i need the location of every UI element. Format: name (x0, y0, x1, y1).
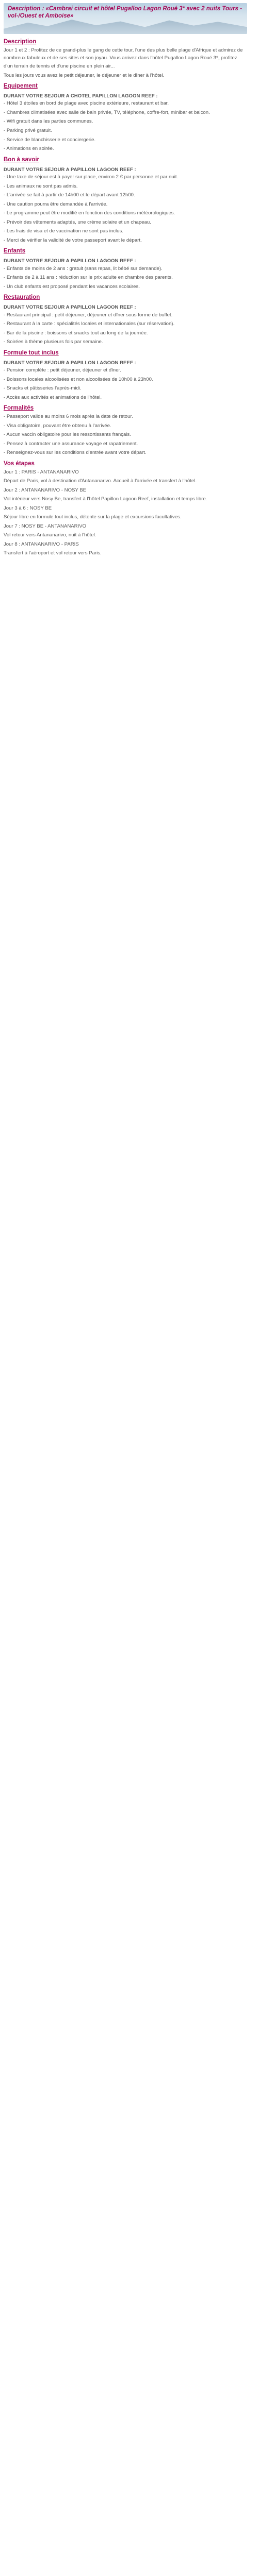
paragraph: Départ de Paris, vol à destination d'Antananarivo. Accueil à l'arrivée et transfert à l'hôtel. (4, 478, 197, 484)
section-equipement (4, 82, 247, 153)
paragraph: - Le programme peut être modifié en fonction des conditions météorologiques. (4, 210, 175, 216)
paragraph: - Service de blanchisserie et conciergerie. (4, 137, 96, 143)
section-formule (4, 349, 247, 401)
header-banner (4, 3, 247, 34)
paragraph: Jour 1 et 2 : Profitez de ce grand-plus le gang de cette tour, l'une des plus belle plage d'Afrique et admirez de nombreux fabuleux et de ses sites et son joyau. Vous arrivez dans l'hôtel Pugalloo Lagon Roué 3*, profitez d'un terrain de tennis et d'une piscine en plein air... (4, 47, 243, 69)
paragraph: Jour 8 : ANTANANARIVO - PARIS (4, 541, 79, 547)
section-subtitle: DURANT VOTRE SEJOUR A CHOTEL PAPILLON LAGOON REEF : (4, 93, 158, 99)
paragraph: Jour 2 : ANTANANARIVO - NOSY BE (4, 487, 87, 493)
paragraph: Séjour libre en formule tout inclus, détente sur la plage et excursions facultatives. (4, 514, 182, 520)
paragraph: Jour 1 : PARIS - ANTANANARIVO (4, 469, 79, 475)
section-heading: Formule tout inclus (4, 349, 59, 356)
paragraph: - Merci de vérifier la validité de votre passeport avant le départ. (4, 237, 142, 243)
content (4, 38, 247, 557)
section-heading: Formalités (4, 405, 34, 412)
section-subtitle: DURANT VOTRE SEJOUR A PAPILLON LAGOON REEF : (4, 360, 136, 366)
section-heading: Bon à savoir (4, 156, 40, 163)
paragraph: - Restaurant principal : petit déjeuner, déjeuner et dîner sous forme de buffet. (4, 312, 173, 318)
paragraph: - Pension complète : petit déjeuner, déjeuner et dîner. (4, 367, 121, 374)
section-heading: Restauration (4, 294, 40, 301)
paragraph: - Enfants de 2 à 11 ans : réduction sur le prix adulte en chambre des parents. (4, 275, 173, 281)
paragraph: - Aucun vaccin obligatoire pour les ressortissants français. (4, 432, 131, 438)
paragraph: - Wifi gratuit dans les parties communes. (4, 118, 93, 125)
paragraph: - Boissons locales alcoolisées et non alcoolisées de 10h00 à 23h00. (4, 376, 153, 382)
paragraph: Vol retour vers Antananarivo, nuit à l'hôtel. (4, 532, 96, 538)
paragraph: - Un club enfants est proposé pendant les vacances scolaires. (4, 283, 140, 290)
paragraph: Transfert à l'aéroport et vol retour vers Paris. (4, 550, 102, 556)
paragraph: - Prévoir des vêtements adaptés, une crème solaire et un chapeau. (4, 219, 151, 225)
section-restauration (4, 294, 247, 346)
section-subtitle: DURANT VOTRE SEJOUR A PAPILLON LAGOON REEF : (4, 258, 136, 264)
paragraph: - Bar de la piscine : boissons et snacks tout au long de la journée. (4, 330, 148, 336)
section-enfants (4, 247, 247, 291)
paragraph: - Les frais de visa et de vaccination ne sont pas inclus. (4, 228, 123, 234)
paragraph: - Visa obligatoire, pouvant être obtenu à l'arrivée. (4, 422, 111, 429)
paragraph: - Une caution pourra être demandée à l'arrivée. (4, 201, 108, 207)
section-description (4, 38, 247, 79)
section-subtitle: DURANT VOTRE SEJOUR A PAPILLON LAGOON REEF : (4, 304, 136, 311)
page (0, 0, 251, 566)
section-vols (4, 460, 247, 557)
paragraph: - Les animaux ne sont pas admis. (4, 183, 78, 189)
section-subtitle: DURANT VOTRE SEJOUR A PAPILLON LAGOON REEF : (4, 166, 136, 173)
paragraph: Vol intérieur vers Nosy Be, transfert à l'hôtel Papillon Lagoon Reef, installation et temps libre. (4, 496, 207, 502)
paragraph: - Restaurant à la carte : spécialités locales et internationales (sur réservation). (4, 321, 175, 327)
paragraph: - Snacks et pâtisseries l'après-midi. (4, 385, 82, 392)
paragraph: - Pensez à contracter une assurance voyage et rapatriement. (4, 440, 138, 447)
section-heading: Description (4, 39, 37, 45)
paragraph: Jour 7 : NOSY BE - ANTANANARIVO (4, 523, 87, 529)
section-heading: Enfants (4, 248, 26, 255)
paragraph: - Parking privé gratuit. (4, 128, 52, 134)
paragraph: - Accès aux activités et animations de l'hôtel. (4, 394, 102, 400)
paragraph: - Enfants de moins de 2 ans : gratuit (sans repas, lit bébé sur demande). (4, 265, 163, 272)
paragraph: - Chambres climatisées avec salle de bain privée, TV, téléphone, coffre-fort, minibar et balcon. (4, 109, 210, 115)
section-bon-savoir (4, 156, 247, 245)
paragraph: - Animations en soirée. (4, 146, 54, 152)
paragraph: Tous les jours vous avez le petit déjeuner, le déjeuner et le dîner à l'hôtel. (4, 72, 165, 78)
section-heading: Equipement (4, 83, 38, 90)
paragraph: Jour 3 à 6 : NOSY BE (4, 505, 52, 511)
paragraph: - Soirées à thème plusieurs fois par semaine. (4, 339, 103, 345)
paragraph: - Hôtel 3 étoiles en bord de plage avec piscine extérieure, restaurant et bar. (4, 100, 169, 107)
page-title: Description : «Cambrai circuit et hôtel Pugalloo Lagon Roué 3* avec 2 nuits Tours - vol-/Ouest et Amboise» (8, 6, 242, 20)
paragraph: - Renseignez-vous sur les conditions d'entrée avant votre départ. (4, 450, 147, 456)
section-formalites (4, 404, 247, 457)
paragraph: - Passeport valide au moins 6 mois après la date de retour. (4, 414, 133, 420)
paragraph: - Une taxe de séjour est à payer sur place, environ 2 € par personne et par nuit. (4, 174, 179, 180)
paragraph: - L'arrivée se fait à partir de 14h00 et le départ avant 12h00. (4, 192, 135, 198)
section-heading: Vos étapes (4, 460, 35, 467)
